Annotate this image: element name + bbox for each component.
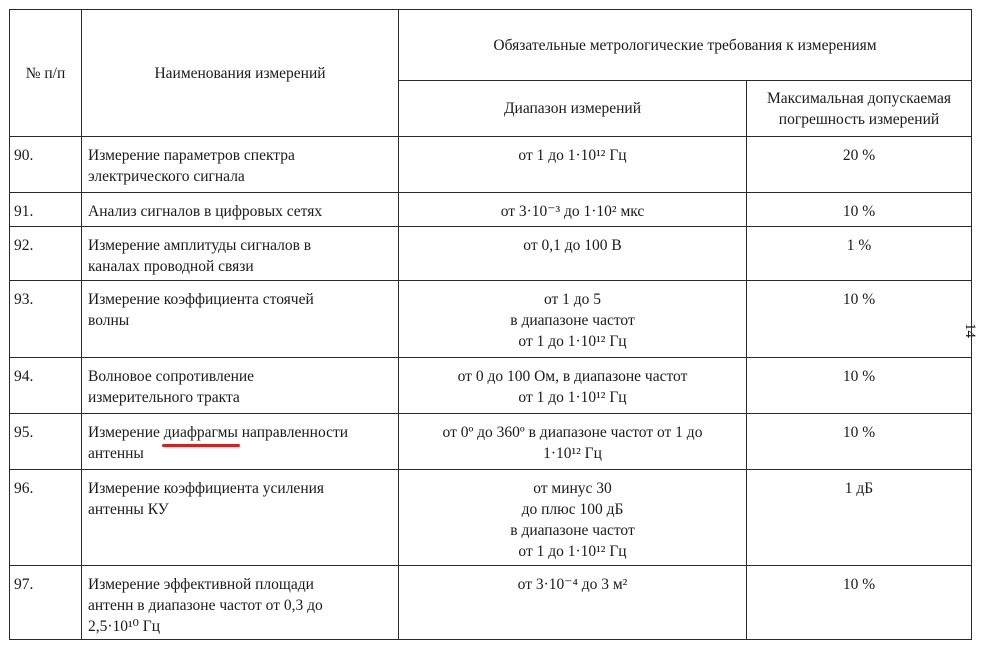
range-line: до плюс 100 дБ <box>521 501 624 518</box>
row-name <box>82 414 399 470</box>
row-name <box>82 227 399 281</box>
name-pre: Измерение <box>88 424 164 441</box>
row-range <box>399 470 747 566</box>
row-error: 10 % <box>747 281 972 358</box>
row-name <box>82 281 399 358</box>
header-error-line1: Максимальная допускаемая <box>766 89 951 107</box>
name-line: Волновое сопротивление <box>88 368 255 385</box>
name-line: электрического сигнала <box>88 168 245 185</box>
row-number: 95. <box>10 414 82 470</box>
name-line: антенны <box>88 445 144 462</box>
header-group: Обязательные метрологические требования к измерениям <box>399 10 972 81</box>
table-row <box>10 281 972 358</box>
row-number: 96. <box>10 470 82 566</box>
row-range: от 3·10⁻⁴ до 3 м² <box>399 566 747 640</box>
row-range: от 3·10⁻³ до 1·10² мкс <box>399 193 747 227</box>
table-row <box>10 358 972 414</box>
range-line: от 1 до 1·10¹² Гц <box>518 389 627 406</box>
name-line: волны <box>88 312 130 329</box>
row-range <box>399 358 747 414</box>
row-name <box>82 470 399 566</box>
row-error: 1 % <box>747 227 972 281</box>
row-error: 10 % <box>747 358 972 414</box>
row-number: 92. <box>10 227 82 281</box>
name-line: каналах проводной связи <box>88 258 254 275</box>
table-row <box>10 193 972 227</box>
table-row <box>10 470 972 566</box>
row-number: 93. <box>10 281 82 358</box>
name-line: Измерение коэффициента стоячей <box>88 291 314 308</box>
row-name: Анализ сигналов в цифровых сетях <box>82 193 399 227</box>
row-name <box>82 137 399 193</box>
name-line: измерительного тракта <box>88 389 240 406</box>
header-row <box>10 10 972 81</box>
row-range: от 1 до 1·10¹² Гц <box>399 137 747 193</box>
name-post: направленности <box>237 424 349 441</box>
header-number: № п/п <box>10 10 82 137</box>
name-line: Измерение параметров спектра <box>88 147 295 164</box>
range-line: от 0º до 360º в диапазоне частот от 1 до <box>442 424 703 441</box>
row-range: от 0,1 до 100 В <box>399 227 747 281</box>
header-range: Диапазон измерений <box>399 81 747 137</box>
row-number: 97. <box>10 566 82 640</box>
table-row <box>10 137 972 193</box>
name-line: Измерение амплитуды сигналов в <box>88 237 312 254</box>
header-error-line2: погрешность измерений <box>778 110 940 128</box>
page-number: 14 <box>962 323 978 338</box>
range-line: от минус 30 <box>533 480 612 497</box>
row-error: 10 % <box>747 414 972 470</box>
name-line: 2,5·10¹⁰ Гц <box>88 618 161 635</box>
range-line: от 1 до 1·10¹² Гц <box>518 543 627 560</box>
name-line: Измерение коэффициента усиления <box>88 480 325 497</box>
range-line: от 1 до 1·10¹² Гц <box>518 333 627 350</box>
row-error: 20 % <box>747 137 972 193</box>
row-number: 94. <box>10 358 82 414</box>
range-line: от 0 до 100 Ом, в диапазоне частот <box>457 368 688 385</box>
range-line: в диапазоне частот <box>510 522 635 539</box>
row-number: 90. <box>10 137 82 193</box>
range-line: в диапазоне частот <box>510 312 635 329</box>
row-name <box>82 566 399 640</box>
name-line <box>88 422 392 443</box>
name-line: антенны КУ <box>88 501 169 518</box>
row-range <box>399 414 747 470</box>
table-row <box>10 227 972 281</box>
underlined-word: диафрагмы <box>163 424 238 441</box>
row-error: 10 % <box>747 193 972 227</box>
table-row <box>10 414 972 470</box>
requirements-table <box>9 9 972 640</box>
range-line: 1·10¹² Гц <box>543 445 602 462</box>
header-error <box>747 81 972 137</box>
row-name <box>82 358 399 414</box>
row-error: 1 дБ <box>747 470 972 566</box>
row-range <box>399 281 747 358</box>
name-line: антенн в диапазоне частот от 0,3 до <box>88 597 323 614</box>
name-line: Измерение эффективной площади <box>88 576 314 593</box>
range-line: от 1 до 5 <box>543 291 602 308</box>
header-name: Наименования измерений <box>82 10 399 137</box>
table-row <box>10 566 972 640</box>
row-number: 91. <box>10 193 82 227</box>
row-error: 10 % <box>747 566 972 640</box>
